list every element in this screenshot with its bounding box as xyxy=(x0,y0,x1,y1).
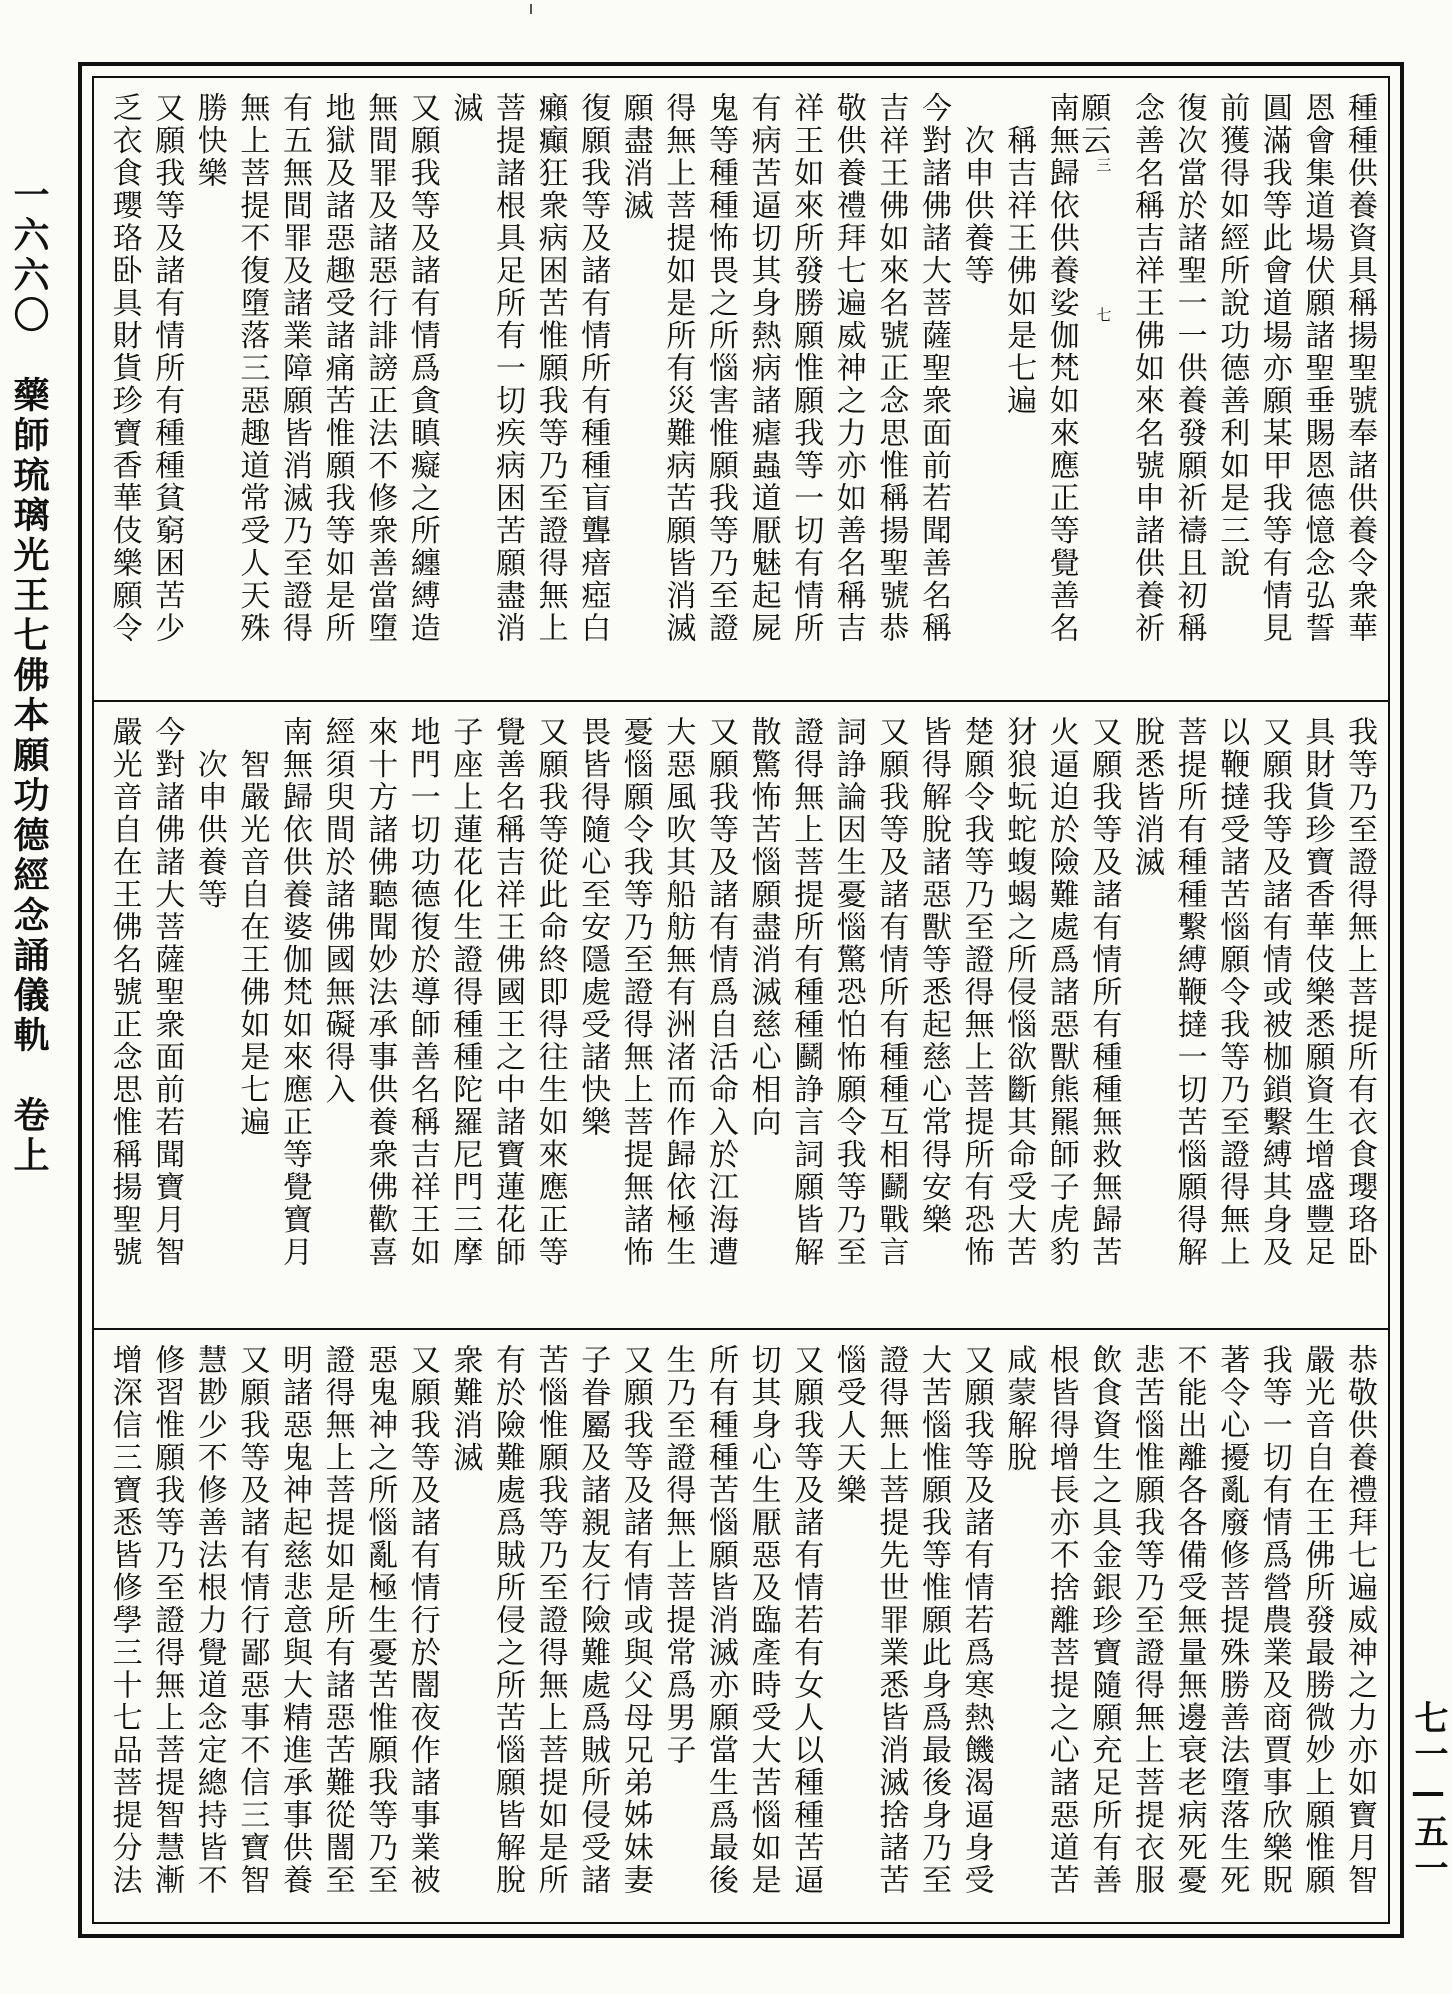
column-text: 祥王如來所發勝願惟願我等一切有情所 xyxy=(788,92,824,645)
column-text: 有病苦逼切其身熱病諸瘧蟲道厭魅起屍 xyxy=(745,92,781,645)
text-column xyxy=(1075,92,1127,692)
text-column xyxy=(658,92,701,692)
text-column xyxy=(999,92,1042,692)
column-text: 覺善名稱吉祥王佛國王之中諸寶蓮花師 xyxy=(489,716,525,1269)
column-text: 又願我等及諸有情行於闇夜作諸事業被 xyxy=(404,1344,440,1897)
column-text: 嚴光音自在王佛名號正念思惟稱揚聖號 xyxy=(106,716,142,1269)
text-column xyxy=(615,716,658,1320)
text-column xyxy=(104,1344,147,1916)
column-text: 具財貨珍寶香華伎樂悉願資生增盛豐足 xyxy=(1299,716,1335,1269)
column-text: 無上菩提不復墮落三惡趣道常受人天殊 xyxy=(234,92,270,645)
column-text: 證得無上菩提先世罪業悉皆消滅捨諸苦 xyxy=(873,1344,909,1897)
column-text: 願云 xyxy=(1075,92,1111,157)
text-column xyxy=(1084,716,1127,1320)
column-text: 憂惱願令我等乃至證得無上菩提無諸怖 xyxy=(617,716,653,1269)
column-text: 又願我等及諸有情或與父母兄弟姊妹妻 xyxy=(617,1344,653,1897)
column-text: 又願我等及諸有情所有種種無救無歸苦 xyxy=(1086,716,1122,1269)
column-text: 又願我等及諸有情若爲寒熱饑渴逼身受 xyxy=(958,1344,994,1897)
column-text: 得無上菩提如是所有災難病苦願皆消滅 xyxy=(660,92,696,645)
text-column xyxy=(274,1344,317,1916)
text-panel-middle xyxy=(100,716,1382,1320)
text-column xyxy=(402,716,445,1320)
column-text: 無間罪及諸惡行誹謗正法不修衆善當墮 xyxy=(362,92,398,645)
text-column xyxy=(487,1344,530,1916)
column-text: 又願我等及諸有情爲貪瞋癡之所纏縛造 xyxy=(404,92,440,645)
column-text: 衆難消滅 xyxy=(447,1344,483,1474)
text-column xyxy=(615,1344,658,1916)
column-text: 證得無上菩提所有種種鬬諍言詞願皆解 xyxy=(788,716,824,1269)
column-text: 菩提所有種種繫縛鞭撻一切苦惱願得解 xyxy=(1171,716,1207,1269)
text-panel-bottom xyxy=(100,1344,1382,1916)
text-column xyxy=(573,1344,616,1916)
text-column xyxy=(786,716,829,1320)
text-column xyxy=(871,716,914,1320)
column-text: 子座上蓮花化生證得種種陀羅尼門三摩 xyxy=(447,716,483,1269)
column-text: 次申供養等 xyxy=(958,92,994,287)
text-column xyxy=(189,92,232,692)
column-text: 火逼迫於險難處爲諸惡獸熊羆師子虎豹 xyxy=(1043,716,1079,1269)
column-text: 嚴光音自在王佛所發最勝微妙上願惟願 xyxy=(1299,1344,1335,1897)
column-text: 地門一切功德復於導師善名稱吉祥王如 xyxy=(404,716,440,1269)
column-text: 大惡風吹其船舫無有洲渚而作歸依極生 xyxy=(660,716,696,1269)
column-text: 畏皆得隨心至安隱處受諸快樂 xyxy=(575,716,611,1139)
column-text: 癩癲狂衆病困苦惟願我等乃至證得無上 xyxy=(532,92,568,645)
column-text: 又願我等及諸有情所有種種貧窮困苦少 xyxy=(149,92,185,645)
column-text: 楚願令我等乃至證得無上菩提所有恐怖 xyxy=(958,716,994,1269)
text-column xyxy=(1169,1344,1212,1916)
column-text: 我等乃至證得無上菩提所有衣食瓔珞卧 xyxy=(1341,716,1377,1269)
column-note: 三 七 xyxy=(1094,157,1113,322)
column-text: 我等一切有情爲營農業及商賈事欣樂貺 xyxy=(1256,1344,1292,1897)
text-column xyxy=(360,1344,403,1916)
column-text: 吉祥王佛如來名號正念思惟稱揚聖號恭 xyxy=(873,92,909,645)
text-column xyxy=(402,1344,445,1916)
column-text: 鬼等種種怖畏之所惱害惟願我等乃至證 xyxy=(702,92,738,645)
text-column xyxy=(1126,92,1169,692)
column-text: 大苦惱惟願我等惟願此身爲最後身乃至 xyxy=(915,1344,951,1897)
text-column xyxy=(445,716,488,1320)
text-column xyxy=(1297,716,1340,1320)
text-column xyxy=(487,92,530,692)
column-text: 滅 xyxy=(447,92,483,125)
column-text: 次申供養等 xyxy=(191,716,227,911)
text-column xyxy=(530,92,573,692)
column-text: 詞諍論因生憂惱驚恐怕怖願令我等乃至 xyxy=(830,716,866,1269)
text-column xyxy=(786,1344,829,1916)
column-text: 有五無間罪及諸業障願皆消滅乃至證得 xyxy=(276,92,312,645)
text-column xyxy=(743,1344,786,1916)
text-column xyxy=(999,716,1042,1320)
text-column xyxy=(530,716,573,1320)
column-text: 切其身心生厭惡及臨產時受大苦惱如是 xyxy=(745,1344,781,1897)
text-column xyxy=(232,716,275,1320)
text-column xyxy=(147,1344,190,1916)
text-column xyxy=(317,92,360,692)
column-text: 咸蒙解脫 xyxy=(1001,1344,1037,1474)
column-text: 復願我等及諸有情所有種種盲聾瘖瘂白 xyxy=(575,92,611,645)
column-text: 又願我等及諸有情行鄙惡事不信三寶智 xyxy=(234,1344,270,1897)
text-column xyxy=(828,1344,871,1916)
text-column xyxy=(104,92,147,692)
column-text: 明諸惡鬼神起慈悲意與大精進承事供養 xyxy=(276,1344,312,1897)
text-column xyxy=(658,1344,701,1916)
column-text: 脫悉皆消滅 xyxy=(1128,716,1164,879)
text-column xyxy=(189,1344,232,1916)
column-text: 來十方諸佛聽聞妙法承事供養衆佛歡喜 xyxy=(362,716,398,1269)
text-column xyxy=(1126,1344,1169,1916)
text-column xyxy=(1254,1344,1297,1916)
text-column xyxy=(1297,1344,1340,1916)
text-column xyxy=(828,92,871,692)
scan-tick-mark xyxy=(530,4,532,14)
text-column xyxy=(317,716,360,1320)
column-text: 恭敬供養禮拜七遍威神之力亦如寶月智 xyxy=(1341,1344,1377,1897)
page-number-margin: 七一—五一 xyxy=(1408,1700,1448,1886)
column-text: 又願我等及諸有情爲自活命入於江海遭 xyxy=(702,716,738,1269)
column-text: 散驚怖苦惱願盡消滅慈心相向 xyxy=(745,716,781,1139)
text-column xyxy=(445,1344,488,1916)
text-column xyxy=(274,92,317,692)
text-column xyxy=(1041,716,1084,1320)
text-column xyxy=(743,716,786,1320)
text-column xyxy=(573,716,616,1320)
column-text: 敬供養禮拜七遍威神之力亦如善名稱吉 xyxy=(830,92,866,645)
column-text: 慧尠少不修善法根力覺道念定總持皆不 xyxy=(191,1344,227,1897)
text-column xyxy=(147,92,190,692)
text-column xyxy=(1084,1344,1127,1916)
column-text: 南無歸依供養娑伽梵如來應正等覺善名 xyxy=(1043,92,1079,645)
text-column xyxy=(1297,92,1340,692)
text-column xyxy=(828,716,871,1320)
column-text: 增深信三寶悉皆修學三十七品菩提分法 xyxy=(106,1344,142,1897)
column-text: 稱吉祥王佛如是七遍 xyxy=(1001,92,1037,417)
column-text: 著令心擾亂廢修菩提殊勝善法墮落生死 xyxy=(1214,1344,1250,1897)
column-text: 惡鬼神之所惱亂極生憂苦惟願我等乃至 xyxy=(362,1344,398,1897)
text-column xyxy=(232,1344,275,1916)
text-column xyxy=(147,716,190,1320)
text-column xyxy=(1254,716,1297,1320)
text-column xyxy=(1212,1344,1255,1916)
text-column xyxy=(1254,92,1297,692)
text-column xyxy=(445,92,488,692)
text-column xyxy=(360,92,403,692)
text-column xyxy=(956,716,999,1320)
column-text: 惱受人天樂 xyxy=(830,1344,866,1507)
column-text: 種種供養資具稱揚聖號奉諸供養令衆華 xyxy=(1341,92,1377,645)
column-text: 願盡消滅 xyxy=(617,92,653,222)
column-text: 悲苦惱惟願我等乃至證得無上菩提衣服 xyxy=(1128,1344,1164,1897)
text-column xyxy=(189,716,232,1320)
column-text: 地獄及諸惡趣受諸痛苦惟願我等如是所 xyxy=(319,92,355,645)
text-column xyxy=(1041,1344,1084,1916)
text-column xyxy=(743,92,786,692)
text-column xyxy=(956,92,999,692)
column-text: 證得無上菩提如是所有諸惡苦難從闇至 xyxy=(319,1344,355,1897)
text-column xyxy=(232,92,275,692)
column-text: 又願我等從此命終即得往生如來應正等 xyxy=(532,716,568,1269)
column-text: 今對諸佛諸大菩薩聖衆面前若聞寶月智 xyxy=(149,716,185,1269)
text-column xyxy=(104,716,147,1320)
column-text: 修習惟願我等乃至證得無上菩提智慧漸 xyxy=(149,1344,185,1897)
column-text: 子眷屬及諸親友行險難處爲賊所侵受諸 xyxy=(575,1344,611,1897)
column-text: 南無歸依供養婆伽梵如來應正等覺寶月 xyxy=(276,716,312,1269)
text-column xyxy=(913,1344,956,1916)
text-column xyxy=(1126,716,1169,1320)
text-column xyxy=(999,1344,1042,1916)
text-column xyxy=(615,92,658,692)
text-column xyxy=(700,1344,743,1916)
column-text: 生乃至證得無上菩提常爲男子 xyxy=(660,1344,696,1767)
column-text: 苦惱惟願我等乃至證得無上菩提如是所 xyxy=(532,1344,568,1897)
column-text: 又願我等及諸有情或被枷鎖繫縛其身及 xyxy=(1256,716,1292,1269)
text-column xyxy=(956,1344,999,1916)
column-text: 智嚴光音自在王佛如是七遍 xyxy=(234,716,270,1139)
text-column xyxy=(1041,92,1084,692)
text-column xyxy=(913,92,956,692)
column-text: 前獲得如經所說功德善利如是三說 xyxy=(1214,92,1250,580)
text-column xyxy=(530,1344,573,1916)
panel-divider-top xyxy=(92,700,1390,702)
text-column xyxy=(913,716,956,1320)
text-column xyxy=(1169,92,1212,692)
text-column xyxy=(573,92,616,692)
text-panel-top xyxy=(100,92,1382,692)
column-text: 圓滿我等此會道場亦願某甲我等有情見 xyxy=(1256,92,1292,645)
text-column xyxy=(487,716,530,1320)
book-title-margin: 一六六〇 藥師琉璃光王七佛本願功德經念誦儀軌 卷上 xyxy=(8,176,50,1176)
column-text: 飲食資生之具金銀珍寶隨願充足所有善 xyxy=(1086,1344,1122,1897)
column-text: 根皆得增長亦不捨離菩提之心諸惡道苦 xyxy=(1043,1344,1079,1897)
column-text: 犲狼蚖蛇蝮蝎之所侵惱欲斷其命受大苦 xyxy=(1001,716,1037,1269)
text-column xyxy=(700,92,743,692)
text-column xyxy=(1339,716,1382,1320)
text-column xyxy=(871,92,914,692)
text-column xyxy=(1339,92,1382,692)
column-text: 不能出離各各備受無量無邊衰老病死憂 xyxy=(1171,1344,1207,1897)
column-text: 今對諸佛諸大菩薩聖衆面前若聞善名稱 xyxy=(915,92,951,645)
text-column xyxy=(317,1344,360,1916)
column-text: 又願我等及諸有情所有種種互相鬬戰言 xyxy=(873,716,909,1269)
column-text: 恩會集道場伏願諸聖垂賜恩德憶念弘誓 xyxy=(1299,92,1335,645)
column-text: 又願我等及諸有情若有女人以種種苦逼 xyxy=(788,1344,824,1897)
text-column xyxy=(700,716,743,1320)
text-column xyxy=(360,716,403,1320)
text-column xyxy=(658,716,701,1320)
text-column xyxy=(1212,92,1255,692)
panel-divider-bottom xyxy=(92,1328,1390,1330)
column-text: 勝快樂 xyxy=(191,92,227,190)
text-column xyxy=(274,716,317,1320)
column-text: 乏衣食瓔珞卧具財貨珍寶香華伎樂願令 xyxy=(106,92,142,645)
text-column xyxy=(786,92,829,692)
column-text: 有於險難處爲賊所侵之所苦惱願皆解脫 xyxy=(489,1344,525,1897)
column-text: 念善名稱吉祥王佛如來名號申諸供養祈 xyxy=(1128,92,1164,645)
column-text: 所有種種苦惱願皆消滅亦願當生爲最後 xyxy=(702,1344,738,1897)
text-column xyxy=(871,1344,914,1916)
column-text: 皆得解脫諸惡獸等悉起慈心常得安樂 xyxy=(915,716,951,1236)
column-text: 復次當於諸聖一一供養發願祈禱且初稱 xyxy=(1171,92,1207,645)
column-text: 菩提諸根具足所有一切疾病困苦願盡消 xyxy=(489,92,525,645)
text-column xyxy=(1169,716,1212,1320)
text-column xyxy=(402,92,445,692)
column-text: 以鞭撻受諸苦惱願令我等乃至證得無上 xyxy=(1214,716,1250,1269)
text-column xyxy=(1212,716,1255,1320)
column-text: 經須臾間於諸佛國無礙得入 xyxy=(319,716,355,1106)
text-column xyxy=(1339,1344,1382,1916)
